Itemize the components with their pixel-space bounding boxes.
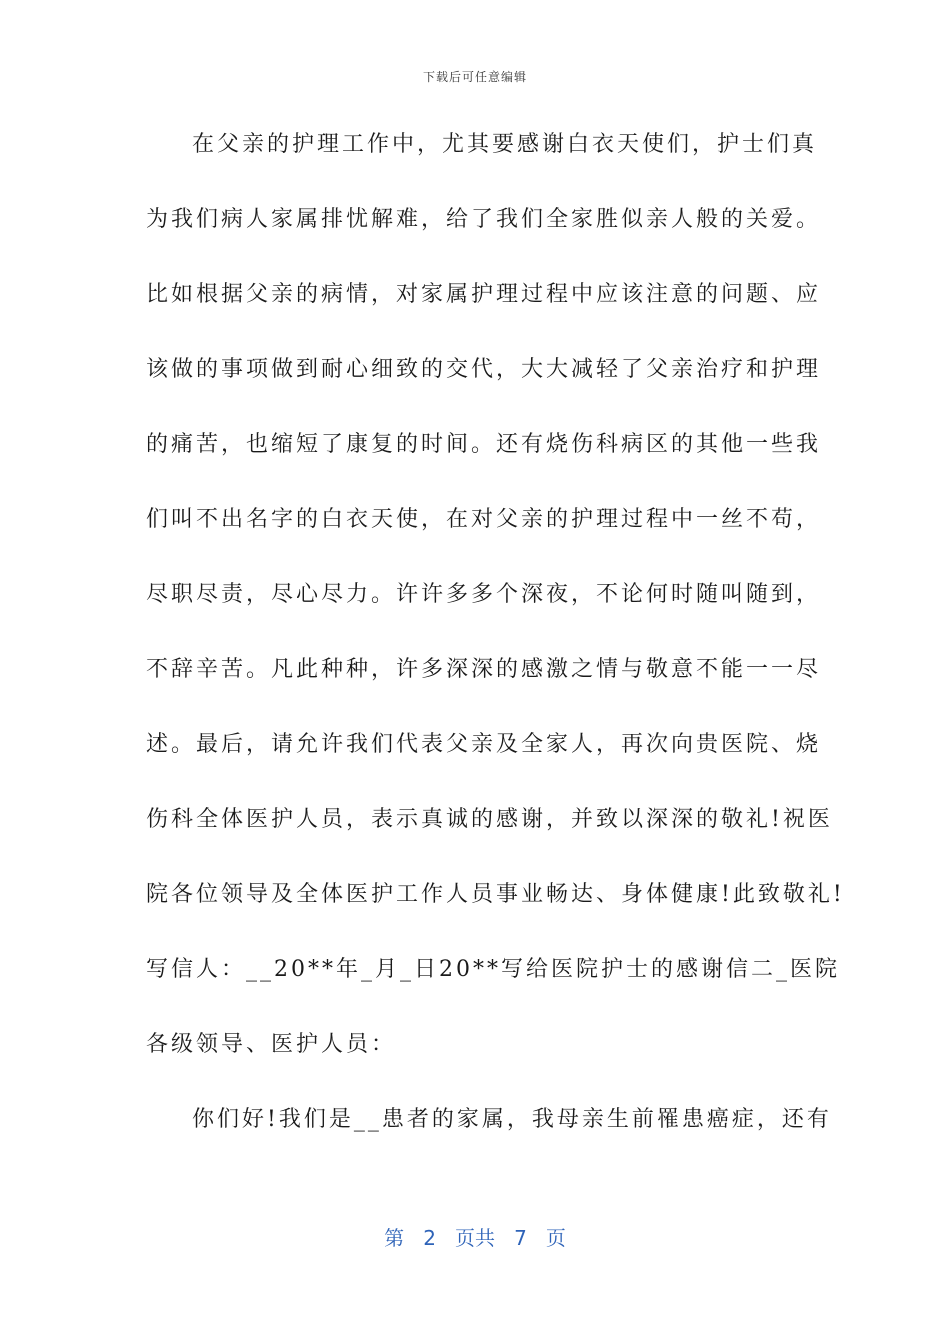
current-page-number: 2: [423, 1226, 436, 1250]
document-body: [146, 120, 845, 1170]
page-middle-text: 页共: [455, 1226, 495, 1250]
paragraph-line: 比如根据父亲的病情，对家属护理过程中应该注意的问题、应: [146, 282, 822, 307]
paragraph-line: 院各位领导及全体医护工作人员事业畅达、身体健康!此致敬礼!: [146, 882, 845, 907]
paragraph-line: 们叫不出名字的白衣天使，在对父亲的护理过程中一丝不苟，: [146, 507, 822, 532]
paragraph-line: 不辞辛苦。凡此种种，许多深深的感激之情与敬意不能一一尽: [146, 657, 822, 682]
paragraph-line: 尽职尽责，尽心尽力。许许多多个深夜，不论何时随叫随到，: [146, 582, 822, 607]
paragraph-line: 述。最后，请允许我们代表父亲及全家人，再次向贵医院、烧: [146, 732, 822, 757]
paragraph-line: 为我们病人家属排忧解难，给了我们全家胜似亲人般的关爱。: [146, 207, 822, 232]
paragraph-line: 该做的事项做到耐心细致的交代，大大减轻了父亲治疗和护理: [146, 357, 822, 382]
total-pages-number: 7: [514, 1226, 527, 1250]
paragraph-line: 你们好!我们是__患者的家属，我母亲生前罹患癌症，还有: [192, 1107, 832, 1132]
paragraph-line: 伤科全体医护人员，表示真诚的感谢，并致以深深的敬礼!祝医: [146, 807, 833, 832]
paragraph-line: 写信人：__20**年_月_日20**写给医院护士的感谢信二_医院: [146, 957, 840, 982]
page-prefix: 第: [384, 1226, 405, 1250]
paragraph-line: 各级领导、医护人员：: [146, 1032, 397, 1057]
page-number-footer: [0, 1222, 950, 1251]
paragraph-line: 在父亲的护理工作中，尤其要感谢白衣天使们，护士们真: [192, 132, 818, 157]
page-suffix: 页: [545, 1226, 566, 1250]
paragraph-line: 的痛苦，也缩短了康复的时间。还有烧伤科病区的其他一些我: [146, 432, 822, 457]
header-note: 下载后可任意编辑: [422, 70, 527, 84]
